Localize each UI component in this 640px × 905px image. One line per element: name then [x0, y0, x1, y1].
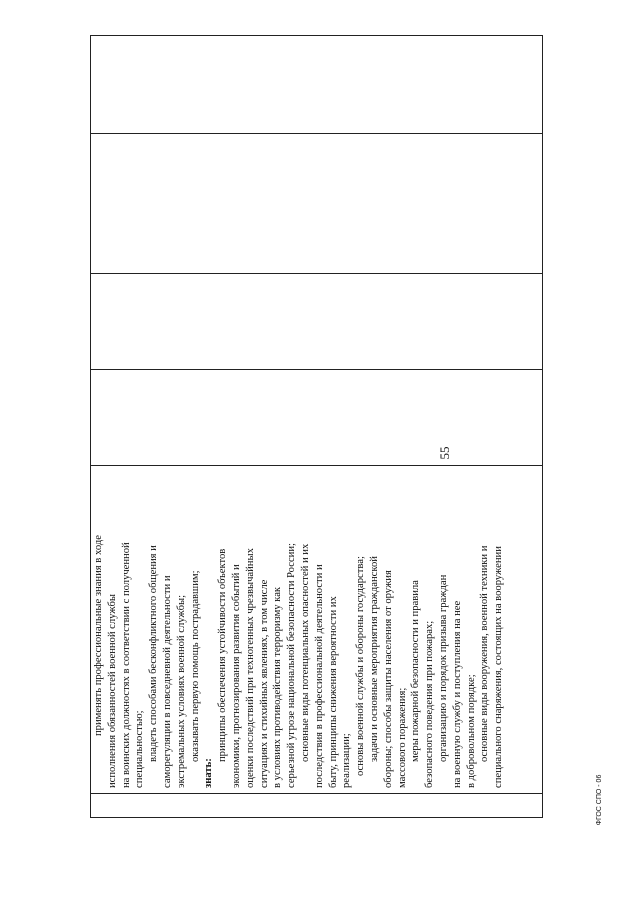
table-col-max-load: [91, 369, 542, 465]
requirement-line: специального снаряжения, состоящих на вооружении: [493, 546, 505, 788]
table-col-discipline: [91, 133, 542, 273]
requirement-line: меры пожарной безопасности и правила: [410, 580, 422, 762]
requirement-line: оказывать первую помощь пострадавшим;: [189, 570, 201, 762]
requirement-line: экономики, прогнозирования развития событий и: [230, 564, 242, 788]
standards-table: [90, 35, 543, 818]
page-number: 55: [437, 446, 452, 460]
requirement-line: задачи и основные мероприятия гражданской: [368, 556, 380, 762]
requirement-line: последствия в профессиональной деятельности и: [313, 564, 325, 788]
requirement-line: на военную службу и поступления на нее: [451, 600, 463, 788]
requirement-line: в добровольном порядке;: [465, 674, 477, 788]
table-col-requirements: [91, 465, 542, 793]
requirement-line: обороны; способы защиты населения от оружия: [382, 570, 394, 788]
requirement-line: основы военной службы и обороны государства;: [355, 556, 367, 776]
requirement-line: принципы обеспечения устойчивости объектов: [217, 548, 229, 762]
requirement-line: исполнения обязанностей военной службы: [106, 594, 118, 788]
requirement-line: ситуациях и стихийных явлениях, в том числе: [258, 579, 270, 788]
know-label: знать:: [203, 758, 215, 788]
requirement-line: реализации;: [341, 733, 353, 788]
rotated-table-region: [90, 35, 543, 818]
table-col-competences: [91, 34, 542, 133]
requirements-text: [91, 466, 506, 793]
requirement-line: на воинских должностях в соответствии с полученной: [120, 542, 132, 788]
requirement-line: экстремальных условиях военной службы;: [175, 594, 187, 788]
requirement-line: применять профессиональные знания в ходе: [93, 535, 104, 736]
table-col-index: [91, 793, 542, 817]
requirement-line: серьезной угрозе национальной безопасности России;: [286, 543, 298, 788]
requirement-line: владеть способами бесконфликтного общения и: [148, 545, 160, 762]
requirement-line: оценки последствий при техногенных чрезвычайных: [244, 548, 256, 788]
requirement-line: организацию и порядок призыва граждан: [437, 574, 449, 762]
requirement-line: безопасного поведения при пожарах;: [424, 620, 436, 788]
requirement-line: быту, принципы снижения вероятности их: [327, 596, 339, 788]
requirement-line: специальностью;: [134, 710, 146, 788]
requirement-line: в условиях противодействия терроризму как: [272, 586, 284, 788]
requirement-line: основные виды потенциальных опасностей и их: [299, 543, 311, 762]
requirement-line: массового поражения;: [396, 687, 408, 788]
requirement-line: основные виды вооружения, военной техники и: [479, 545, 491, 762]
requirement-line: саморегуляции в повседневной деятельности и: [161, 575, 173, 788]
table-col-required-hours: [91, 273, 542, 369]
footer-code: ФГОС СПО - 06: [596, 774, 603, 826]
